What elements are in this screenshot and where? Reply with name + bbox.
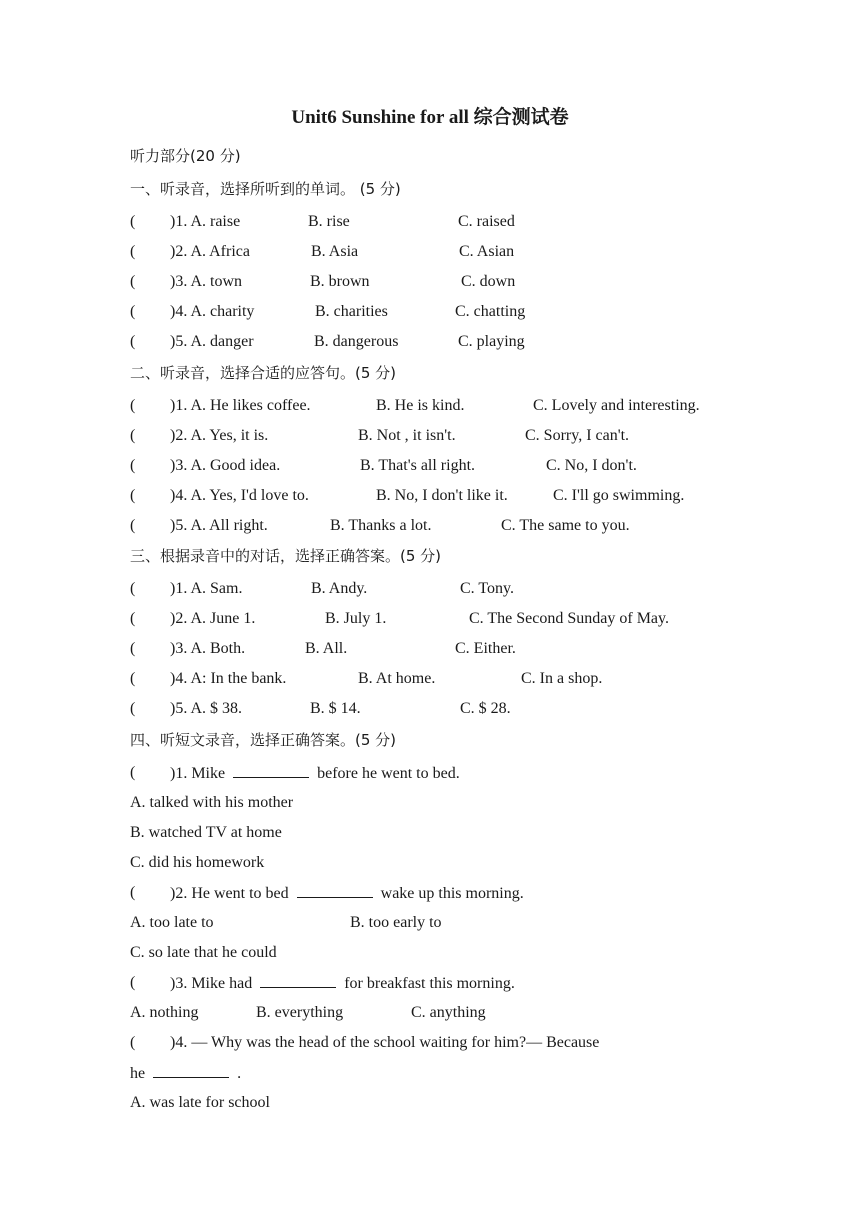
question-stem: )5. A. All right. — [170, 517, 268, 534]
option-c: C. Tony. — [460, 580, 514, 597]
question-stem: )5. A. danger — [170, 333, 254, 350]
option-b: B. Andy. — [311, 580, 368, 597]
option-b: B. watched TV at home — [130, 824, 282, 841]
option-b: B. At home. — [358, 670, 436, 687]
question-stem: )1. A. Sam. — [170, 580, 243, 597]
question-stem: )4. A: In the bank. — [170, 670, 287, 687]
option-a: A. nothing — [130, 1004, 199, 1021]
question-stem: )3. Mike had for breakfast this morning. — [170, 972, 515, 995]
option-b: B. All. — [305, 640, 348, 657]
answer-paren: ( — [130, 640, 136, 657]
option-b: B. brown — [310, 273, 370, 290]
question-stem: )3. A. Both. — [170, 640, 246, 657]
option-c: C. anything — [411, 1004, 486, 1021]
option-c: C. Either. — [455, 640, 516, 657]
option-c: C. Sorry, I can't. — [525, 427, 630, 444]
question-stem: )1. Mike before he went to bed. — [170, 762, 460, 785]
part-heading: 听力部分(20 分) — [130, 147, 241, 165]
option-c: C. $ 28. — [460, 700, 511, 717]
answer-paren: ( — [130, 487, 136, 504]
answer-paren: ( — [130, 610, 136, 627]
answer-blank — [260, 972, 336, 988]
option-b: B. dangerous — [314, 333, 399, 350]
option-c: C. did his homework — [130, 854, 265, 871]
option-c: C. The Second Sunday of May. — [469, 610, 669, 627]
answer-paren: ( — [130, 1034, 136, 1051]
question-stem: )3. A. Good idea. — [170, 457, 281, 474]
option-b: B. Thanks a lot. — [330, 517, 432, 534]
answer-paren: ( — [130, 303, 136, 320]
question-stem: )3. A. town — [170, 273, 242, 290]
question-stem: )1. A. He likes coffee. — [170, 397, 311, 414]
option-b: B. Not , it isn't. — [358, 427, 456, 444]
option-b: B. too early to — [350, 914, 442, 931]
answer-paren: ( — [130, 580, 136, 597]
option-c: C. down — [461, 273, 516, 290]
option-b: B. That's all right. — [360, 457, 476, 474]
section-2-heading: 二、听录音，选择合适的应答句。(5 分) — [130, 364, 397, 382]
option-c: C. chatting — [455, 303, 526, 320]
option-a: A. was late for school — [130, 1094, 270, 1111]
answer-paren: ( — [130, 974, 136, 991]
question-stem: )1. A. raise — [170, 213, 241, 230]
answer-paren: ( — [130, 213, 136, 230]
option-b: B. No, I don't like it. — [376, 487, 508, 504]
answer-paren: ( — [130, 884, 136, 901]
section-3-heading: 三、根据录音中的对话，选择正确答案。(5 分) — [130, 547, 442, 565]
option-c: C. I'll go swimming. — [553, 487, 685, 504]
answer-paren: ( — [130, 243, 136, 260]
option-b: B. Asia — [311, 243, 359, 260]
option-c: C. so late that he could — [130, 944, 277, 961]
question-stem: )2. A. Africa — [170, 243, 250, 260]
question-stem: )4. A. Yes, I'd love to. — [170, 487, 309, 504]
option-b: B. everything — [256, 1004, 344, 1021]
answer-blank — [153, 1062, 229, 1078]
option-b: B. $ 14. — [310, 700, 361, 717]
question-stem: )2. A. Yes, it is. — [170, 427, 269, 444]
answer-paren: ( — [130, 333, 136, 350]
answer-blank — [233, 762, 309, 778]
exam-page: Unit6 Sunshine for all 综合测试卷 听力部分(20 分) 一、听录音，选择所听到的单词。 (5 分) ( )1. A. raise B. rise C. raised ( )2. A. Africa B. Asia C. Asian ( )3. A. town B. brown C. down ( )4. A. charity B. charities C. chatting ( )5. A. danger B. dangerous C. playing 二、听录音，选择合适的应答句。(5 分) ( )1. A. He likes coffee. B. He is kind. C. Lovely and interesting. ( )2. A. Yes, it is. B. Not , it isn't. C. Sorry, I can't. ( )3. A. Good idea. B. That's all right. C. No, I don't. ( )4. A. Yes, I'd love to. B. No, I don't like it. C. I'll go swimming. ( )5. A. All right. B. Thanks a lot. C. The same to you. 三、根据录音中的对话，选择正确答案。(5 分) ( )1. A. Sam. B. Andy. C. Tony. ( )2. A. June 1. B. July 1. C. The Second Sunday of May. ( )3. A. Both. B. All. C. Either. ( )4. A: In the bank. B. At home. C. In a shop. ( )5. A. $ 38. B. $ 14. C. $ 28. 四、听短文录音，选择正确答案。(5 分) ( )1. Mike before he went to bed. A. talked with his mother B. watched TV at home C. did his homework ( )2. He went to bed wake up this morning. A. too late to B. too early to C. so late that he could ( )3. Mike had for breakfast this morning. A. nothing B. everything C. anything ( )4. — Why was the head of the school waiting for him?— Because he . A. was late for school — [0, 0, 860, 1216]
option-c: C. Asian — [459, 243, 515, 260]
option-a: A. talked with his mother — [130, 794, 294, 811]
answer-paren: ( — [130, 517, 136, 534]
option-b: B. rise — [308, 213, 350, 230]
answer-paren: ( — [130, 764, 136, 781]
question-stem: )4. — Why was the head of the school waiting for him?— Because — [170, 1034, 600, 1051]
option-c: C. In a shop. — [521, 670, 603, 687]
option-c: C. playing — [458, 333, 525, 350]
answer-paren: ( — [130, 457, 136, 474]
option-c: C. Lovely and interesting. — [533, 397, 700, 414]
option-c: C. No, I don't. — [546, 457, 637, 474]
question-stem: )5. A. $ 38. — [170, 700, 242, 717]
answer-paren: ( — [130, 397, 136, 414]
section-1-heading: 一、听录音，选择所听到的单词。 (5 分) — [130, 180, 401, 198]
option-a: A. too late to — [130, 914, 214, 931]
answer-blank — [297, 882, 373, 898]
option-b: B. charities — [315, 303, 388, 320]
section-4-heading: 四、听短文录音，选择正确答案。(5 分) — [130, 731, 397, 749]
option-c: C. The same to you. — [501, 517, 630, 534]
question-stem: )2. He went to bed wake up this morning. — [170, 882, 524, 905]
option-b: B. July 1. — [325, 610, 387, 627]
question-stem: )4. A. charity — [170, 303, 255, 320]
option-b: B. He is kind. — [376, 397, 465, 414]
option-c: C. raised — [458, 213, 515, 230]
answer-paren: ( — [130, 427, 136, 444]
answer-paren: ( — [130, 700, 136, 717]
answer-paren: ( — [130, 670, 136, 687]
answer-paren: ( — [130, 273, 136, 290]
question-stem: )2. A. June 1. — [170, 610, 256, 627]
page-title: Unit6 Sunshine for all 综合测试卷 — [291, 107, 569, 128]
